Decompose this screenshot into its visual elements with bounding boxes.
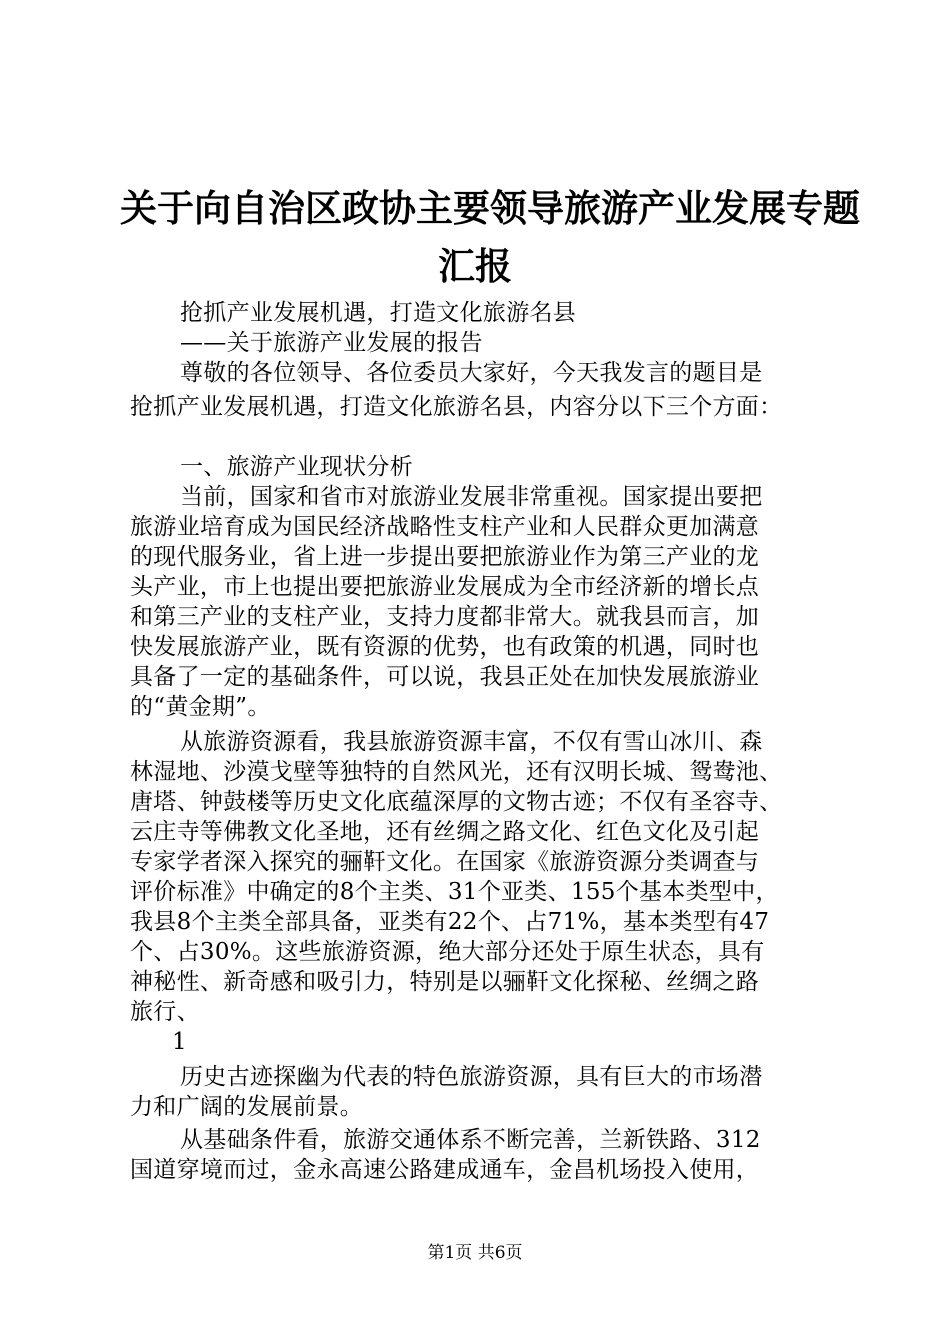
body-line: 唐塔、钟鼓楼等历史文化底蕴深厚的文物古迹；不仅有圣容寺、 [130, 789, 783, 815]
body-line: 云庄寺等佛教文化圣地，还有丝绸之路文化、红色文化及引起 [130, 819, 760, 845]
body-line: 头产业，市上也提出要把旅游业发展成为全市经济新的增长点 [130, 574, 760, 600]
body-line: 个、占30%。这些旅游资源，绝大部分还处于原生状态，具有 [130, 939, 765, 965]
body-line: 力和广阔的发展前景。 [130, 1094, 363, 1120]
body-line: 专家学者深入探究的骊靬文化。在国家《旅游资源分类调查与 [130, 849, 760, 875]
body-line: 历史古迹探幽为代表的特色旅游资源，具有巨大的市场潜 [180, 1064, 763, 1090]
body-line: 国道穿境而过，金永高速公路建成通车，金昌机场投入使用， [130, 1157, 760, 1183]
body-line: 和第三产业的支柱产业，支持力度都非常大。就我县而言，加 [130, 604, 760, 630]
body-line: 快发展旅游产业，既有资源的优势，也有政策的机遇，同时也 [130, 634, 760, 660]
document-title-line-2: 汇报 [438, 245, 512, 288]
body-line: 从旅游资源看，我县旅游资源丰富，不仅有雪山冰川、森 [180, 729, 763, 755]
body-line: 从基础条件看，旅游交通体系不断完善，兰新铁路、312 [180, 1127, 761, 1153]
body-line: 旅游业培育成为国民经济战略性支柱产业和人民群众更加满意 [130, 514, 760, 540]
body-line: 当前，国家和省市对旅游业发展非常重视。国家提出要把 [180, 484, 763, 510]
page-marker: 1 [172, 1029, 187, 1055]
subtitle-report: ——关于旅游产业发展的报告 [180, 330, 483, 356]
body-line: 旅行、 [130, 999, 200, 1025]
body-line: 的现代服务业，省上进一步提出要把旅游业作为第三产业的龙 [130, 544, 760, 570]
body-line: 具备了一定的基础条件，可以说，我县正处在加快发展旅游业 [130, 664, 760, 690]
body-line: 抢抓产业发展机遇，打造文化旅游名县，内容分以下三个方面： [130, 394, 783, 420]
section-heading: 一、旅游产业现状分析 [180, 454, 413, 480]
body-line: 林湿地、沙漠戈壁等独特的自然风光，还有汉明长城、鸳鸯池、 [130, 759, 783, 785]
body-line: 的“黄金期”。 [130, 694, 271, 720]
document-title-line-1: 关于向自治区政协主要领导旅游产业发展专题 [120, 187, 860, 230]
page-footer: 第1页 共6页 [427, 1243, 523, 1263]
body-line: 评价标准》中确定的8个主类、31个亚类、155个基本类型中， [130, 879, 779, 905]
body-line: 神秘性、新奇感和吸引力，特别是以骊靬文化探秘、丝绸之路 [130, 969, 760, 995]
subtitle: 抢抓产业发展机遇，打造文化旅游名县 [180, 300, 577, 326]
body-line: 我县8个主类全部具备，亚类有22个、占71%，基本类型有47 [130, 909, 770, 935]
body-line: 尊敬的各位领导、各位委员大家好，今天我发言的题目是 [180, 360, 763, 386]
